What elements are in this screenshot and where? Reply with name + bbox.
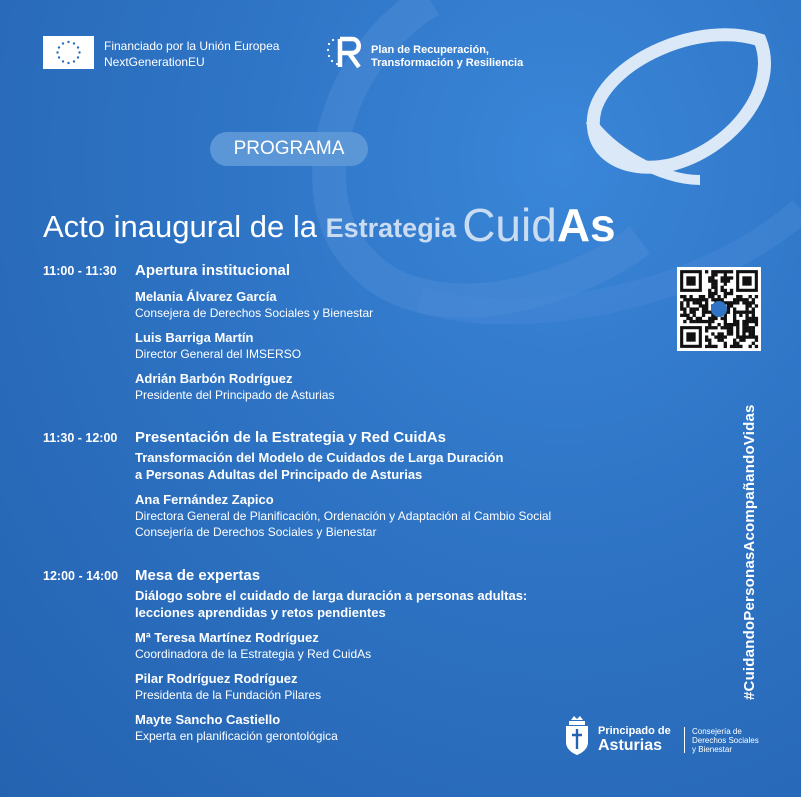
speaker-role: Presidente del Principado de Asturias	[135, 388, 335, 402]
speaker-name: Mª Teresa Martínez Rodríguez	[135, 630, 319, 645]
dept-line: y Bienestar	[692, 745, 733, 754]
speaker-role: Directora General de Planificación, Ordenación y Adaptación al Cambio Social	[135, 509, 552, 523]
session-time: 11:30 - 12:00	[43, 431, 118, 445]
title-prefix: Acto inaugural de la	[43, 209, 326, 244]
principado-label: Principado de	[598, 725, 671, 737]
page-title	[43, 198, 616, 252]
prtr-text	[371, 44, 523, 70]
title-highlight: Estrategia	[325, 213, 457, 243]
eu-line-2: NextGenerationEU	[104, 55, 205, 69]
qr-code[interactable]	[677, 267, 761, 351]
session-title: Apertura institucional	[135, 262, 291, 279]
consejeria-label	[692, 727, 759, 754]
speaker-role: Director General del IMSERSO	[135, 347, 302, 361]
speaker-name: Mayte Sancho Castiello	[135, 712, 281, 727]
session-title: Presentación de la Estrategia y Red CuidAs	[135, 429, 446, 446]
session-subtitle: Transformación del Modelo de Cuidados de Larga Duración	[135, 450, 504, 465]
speaker-role: Experta en planificación gerontológica	[135, 729, 338, 743]
prtr-logo-icon	[325, 36, 367, 70]
dept-line: Consejería de	[692, 727, 742, 736]
speaker-role: Consejera de Derechos Sociales y Bienestar	[135, 306, 374, 320]
speaker-name: Adrián Barbón Rodríguez	[135, 371, 293, 386]
session-title: Mesa de expertas	[135, 567, 261, 584]
eu-line-1: Financiado por la Unión Europea	[104, 39, 280, 53]
eu-flag-logo	[43, 36, 94, 69]
session-subtitle: lecciones aprendidas y retos pendientes	[135, 605, 386, 620]
brand-as: As	[556, 199, 616, 251]
eu-funding-text	[104, 38, 279, 70]
asturias-label: Asturias	[598, 737, 663, 754]
session-content	[135, 429, 655, 540]
prtr-line-1: Plan de Recuperación,	[371, 44, 489, 56]
speaker-role: Presidenta de la Fundación Pilares	[135, 688, 322, 702]
speaker-name: Luis Barriga Martín	[135, 330, 254, 345]
brand-cuid: Cuid	[462, 199, 557, 251]
principado-logo-text	[598, 726, 671, 755]
session-subtitle: a Personas Adultas del Principado de Asturias	[135, 467, 423, 482]
speaker-role: Coordinadora de la Estrategia y Red CuidAs	[135, 647, 372, 661]
session-content	[135, 262, 655, 403]
session-subtitle: Diálogo sobre el cuidado de larga duración a personas adultas:	[135, 588, 528, 603]
speaker-name: Melania Álvarez García	[135, 289, 277, 304]
hashtag-vertical: #CuidandoPersonasAcompañandoVidas	[741, 404, 758, 700]
speaker-name: Ana Fernández Zapico	[135, 492, 274, 507]
programa-badge: PROGRAMA	[210, 132, 368, 166]
speaker-name: Pilar Rodríguez Rodríguez	[135, 671, 298, 686]
speaker-role: Consejería de Derechos Sociales y Bienestar	[135, 525, 377, 539]
footer-divider	[684, 727, 685, 753]
dept-line: Derechos Sociales	[692, 736, 759, 745]
prtr-line-2: Transformación y Resiliencia	[371, 57, 524, 69]
session-time: 12:00 - 14:00	[43, 569, 119, 583]
asturias-crest-icon	[562, 714, 592, 756]
session-time: 11:00 - 11:30	[43, 264, 117, 278]
